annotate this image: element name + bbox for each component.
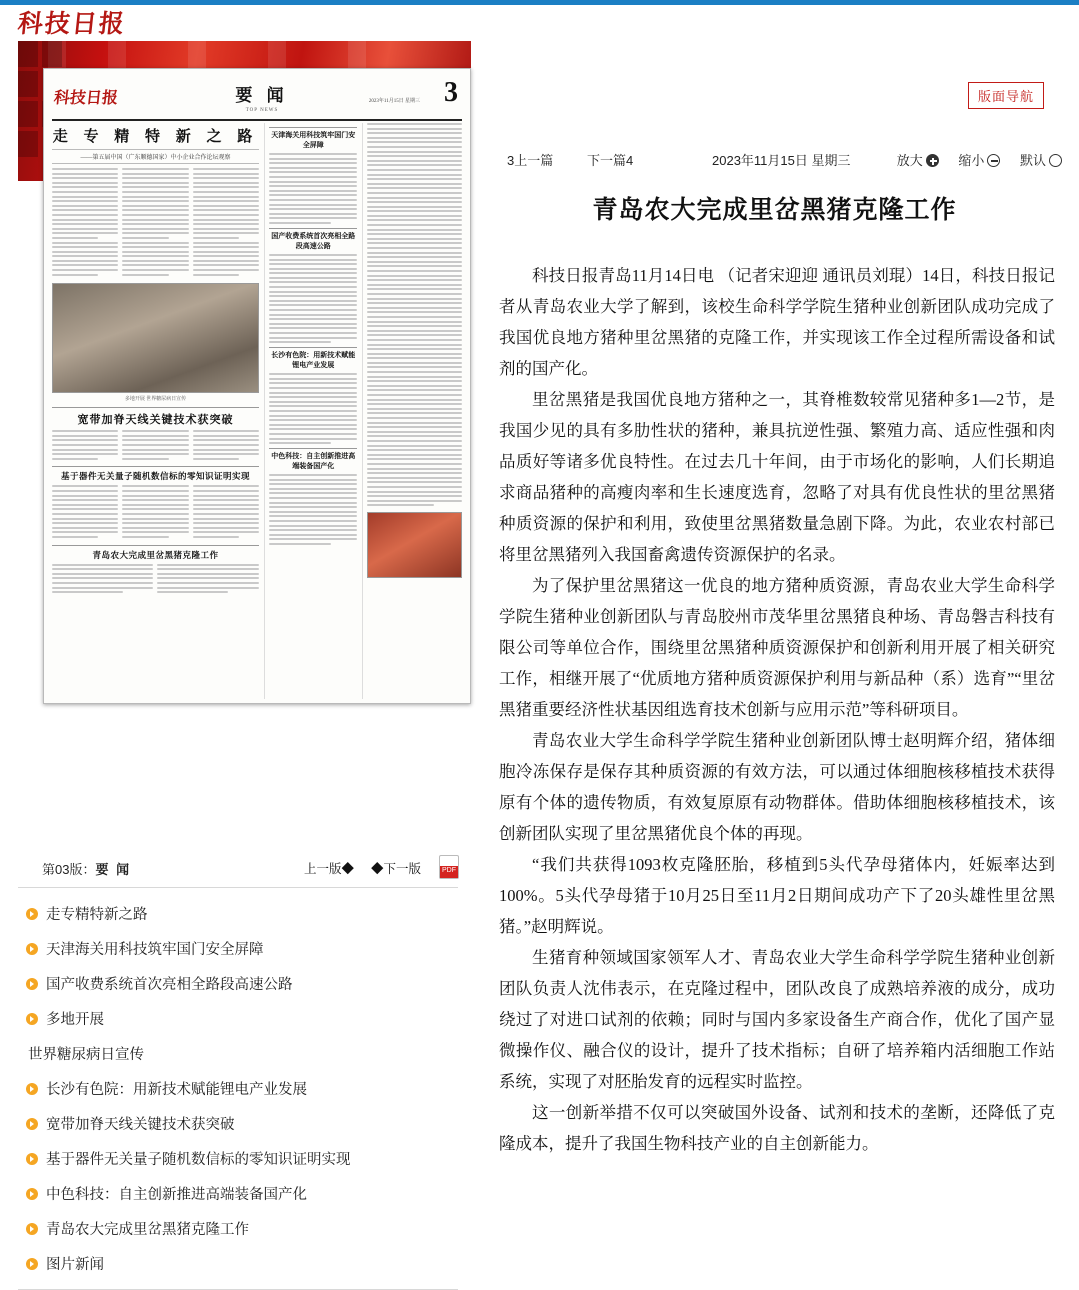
- list-item-active[interactable]: [18, 1211, 458, 1246]
- thumbnail-column-1: [52, 123, 259, 699]
- newspaper-page-thumbnail[interactable]: [43, 68, 471, 704]
- next-page-link[interactable]: ◆下一版: [370, 862, 421, 876]
- thumbnail-col2-head-1: 天津海关用科技筑牢国门安全屏障: [269, 127, 358, 150]
- thumbnail-photo-caption: 多地开展 世界糖尿病日宣传: [124, 397, 187, 403]
- zoom-in-icon: [926, 154, 939, 167]
- thumbnail-photo-secondary: [367, 512, 462, 578]
- thumbnail-column-2: [264, 123, 358, 699]
- arrow-bullet-icon: [26, 1258, 38, 1270]
- article-title: 青岛农大完成里岔黑猪克隆工作: [592, 197, 957, 224]
- zoom-out-button[interactable]: [958, 150, 1000, 169]
- list-item[interactable]: [18, 1176, 458, 1211]
- page-label: [42, 859, 131, 878]
- thumbnail-paper-name: 科技日报: [52, 90, 119, 107]
- list-item-label: 图片新闻: [46, 1257, 104, 1273]
- list-item[interactable]: [18, 931, 458, 966]
- thumbnail-headline-3: 基于器件无关量子随机数信标的零知识证明实现: [52, 466, 259, 482]
- article-paragraph: 里岔黑猪是我国优良地方猪种之一，其脊椎数较常见猪种多1—2节，是我国少见的具有多肋性状的猪种，兼具抗逆性强、繁殖力高、适应性强和肉品质好等诸多优良特性。在过去几十年间，由于市场化的影响，人们长期追求商品猪种的高瘦肉率和生长速度选育，忽略了对具有优良性状的里岔黑猪种质资源的保护和利用，致使里岔黑猪数量急剧下降。为此，农业农村部已将里岔黑猪列入我国畜禽遗传资源保护的名录。: [499, 390, 1055, 564]
- arrow-bullet-icon: [26, 978, 38, 990]
- list-item-label: 长沙有色院：用新技术赋能锂电产业发展: [46, 1082, 307, 1098]
- thumbnail-col2-head-2: 国产收费系统首次亮相全路段高速公路: [269, 228, 358, 251]
- thumbnail-body: [52, 123, 462, 699]
- pdf-download-icon[interactable]: [439, 855, 459, 879]
- thumbnail-headline-4: 青岛农大完成里岔黑猪克隆工作: [52, 545, 259, 561]
- site-masthead: [18, 5, 258, 38]
- zoom-out-icon: [987, 154, 1000, 167]
- reader-toolbar: [487, 150, 1062, 172]
- arrow-bullet-icon: [26, 1188, 38, 1200]
- next-article-link[interactable]: 下一篇4: [587, 153, 634, 168]
- article-paragraph: 这一创新举措不仅可以突破国外设备、试剂和技术的垄断，还降低了克隆成本，提升了我国生物科技产业的自主创新能力。: [499, 1103, 1055, 1153]
- list-item-label: 基于器件无关量子随机数信标的零知识证明实现: [46, 1152, 351, 1168]
- arrow-bullet-icon: [26, 1153, 38, 1165]
- thumbnail-section-name: 要 闻: [235, 86, 289, 105]
- arrow-bullet-icon: [26, 943, 38, 955]
- zoom-default-button[interactable]: [1020, 150, 1062, 169]
- list-item-label: 中色科技：自主创新推进高端装备国产化: [46, 1187, 307, 1203]
- article-list: [18, 887, 458, 1290]
- thumbnail-section-en: TOP NEWS: [245, 108, 279, 113]
- thumbnail-col2-head-3: 长沙有色院：用新技术赋能锂电产业发展: [269, 347, 358, 370]
- list-item[interactable]: [18, 896, 458, 931]
- list-item-label: 宽带加脊天线关键技术获突破: [46, 1117, 235, 1133]
- list-item[interactable]: [18, 966, 458, 1001]
- list-item-label: 国产收费系统首次亮相全路段高速公路: [46, 977, 293, 993]
- list-item-subtitle: [18, 1036, 458, 1071]
- thumbnail-issue-date: 2023年11月15日 星期三: [368, 99, 420, 104]
- masthead-logo-text: 科技日报: [16, 10, 128, 38]
- article-paragraph: 青岛农业大学生命科学学院生猪种业创新团队博士赵明辉介绍，猪体细胞冷冻保存是保存其种质资源的有效方法，可以通过体细胞核移植技术获得原有个体的遗传物质，有效复原原有动物群体。借助体细胞核移植技术，该创新团队实现了里岔黑猪优良个体的再现。: [499, 731, 1055, 843]
- list-item-label: 天津海关用科技筑牢国门安全屏障: [46, 942, 264, 958]
- list-item-label: 多地开展: [46, 1012, 104, 1028]
- arrow-bullet-icon: [26, 1083, 38, 1095]
- thumbnail-col2-head-4: 中色科技：自主创新推进高端装备国产化: [269, 448, 358, 471]
- list-item-label: 走专精特新之路: [46, 907, 148, 923]
- page-label-prefix: 第03版：: [42, 861, 96, 877]
- thumbnail-headline-main: 走 专 精 特 新 之 路: [52, 129, 259, 145]
- prev-page-link[interactable]: 上一版◆: [304, 862, 355, 876]
- thumbnail-page-number: 3: [444, 77, 458, 108]
- zoom-in-label: 放大: [896, 153, 923, 168]
- list-item[interactable]: [18, 1106, 458, 1141]
- thumbnail-masthead: [52, 75, 462, 121]
- article-paragraph: 为了保护里岔黑猪这一优良的地方猪种质资源，青岛农业大学生命科学学院生猪种业创新团队与青岛胶州市茂华里岔黑猪良种场、青岛磐吉科技有限公司等单位合作，围绕里岔黑猪种质资源保护和创新利用开展了相关研究工作，相继开展了“优质地方猪种质资源保护利用与新品种（系）选育”“里岔黑猪重要经济性状基因组选育技术创新与应用示范”等科研项目。: [499, 576, 1055, 719]
- thumbnail-column-3: [362, 123, 462, 699]
- zoom-out-label: 缩小: [958, 153, 985, 168]
- article-paragraph: “我们共获得1093枚克隆胚胎，移植到5头代孕母猪体内，妊娠率达到100%。5头代孕母猪于10月25日至11月2日期间成功产下了20头雄性里岔黑猪。”赵明辉说。: [499, 855, 1055, 936]
- list-item-label: 青岛农大完成里岔黑猪克隆工作: [46, 1222, 249, 1238]
- page-pager: [304, 859, 421, 877]
- zoom-controls: [881, 150, 1062, 169]
- thumbnail-photo-main: [52, 283, 259, 393]
- page-label-name: 要 闻: [95, 861, 132, 877]
- list-item[interactable]: [18, 1141, 458, 1176]
- list-item[interactable]: [18, 1246, 458, 1281]
- thumbnail-headline-sub: ——第五届中国（广东顺德国家）中小企业合作论坛观察: [52, 149, 259, 164]
- arrow-bullet-icon: [26, 908, 38, 920]
- list-item[interactable]: [18, 1001, 458, 1036]
- zoom-reset-icon: [1049, 154, 1062, 167]
- list-item-label: 世界糖尿病日宣传: [28, 1047, 144, 1063]
- zoom-default-label: 默认: [1019, 153, 1046, 168]
- arrow-bullet-icon: [26, 1013, 38, 1025]
- thumbnail-headline-2: 宽带加脊天线关键技术获突破: [52, 407, 259, 427]
- page-navigation-button[interactable]: 版面导航: [968, 82, 1044, 109]
- thumbnail-info-row: [18, 853, 471, 883]
- article-paragraph: 生猪育种领域国家领军人才、青岛农业大学生命科学学院生猪种业创新团队负责人沈伟表示，在克隆过程中，团队改良了成熟培养液的成分，成功绕过了对进口试剂的依赖；同时与国内多家设备生产商合作，优化了国产显微操作仪、融合仪的设计，提升了技术指标；自研了培养箱内活细胞工作站系统，实现了对胚胎发育的远程实时监控。: [499, 948, 1055, 1091]
- arrow-bullet-icon: [26, 1223, 38, 1235]
- thumbnail-section: [202, 81, 322, 113]
- list-item[interactable]: [18, 1071, 458, 1106]
- left-column: [18, 41, 471, 1290]
- arrow-bullet-icon: [26, 1118, 38, 1130]
- prev-article-link[interactable]: 3上一篇: [507, 153, 554, 168]
- article-paragraph: 科技日报青岛11月14日电 （记者宋迎迎 通讯员刘琨）14日，科技日报记者从青岛农业大学了解到，该校生命科学学院生猪种业创新团队成功完成了我国优良地方猪种里岔黑猪的克隆工作，并实现该工作全过程所需设备和试剂的国产化。: [499, 266, 1055, 378]
- article-body: [499, 260, 1055, 1159]
- issue-date-label: 2023年11月15日 星期三: [712, 153, 851, 168]
- zoom-in-button[interactable]: [897, 150, 939, 169]
